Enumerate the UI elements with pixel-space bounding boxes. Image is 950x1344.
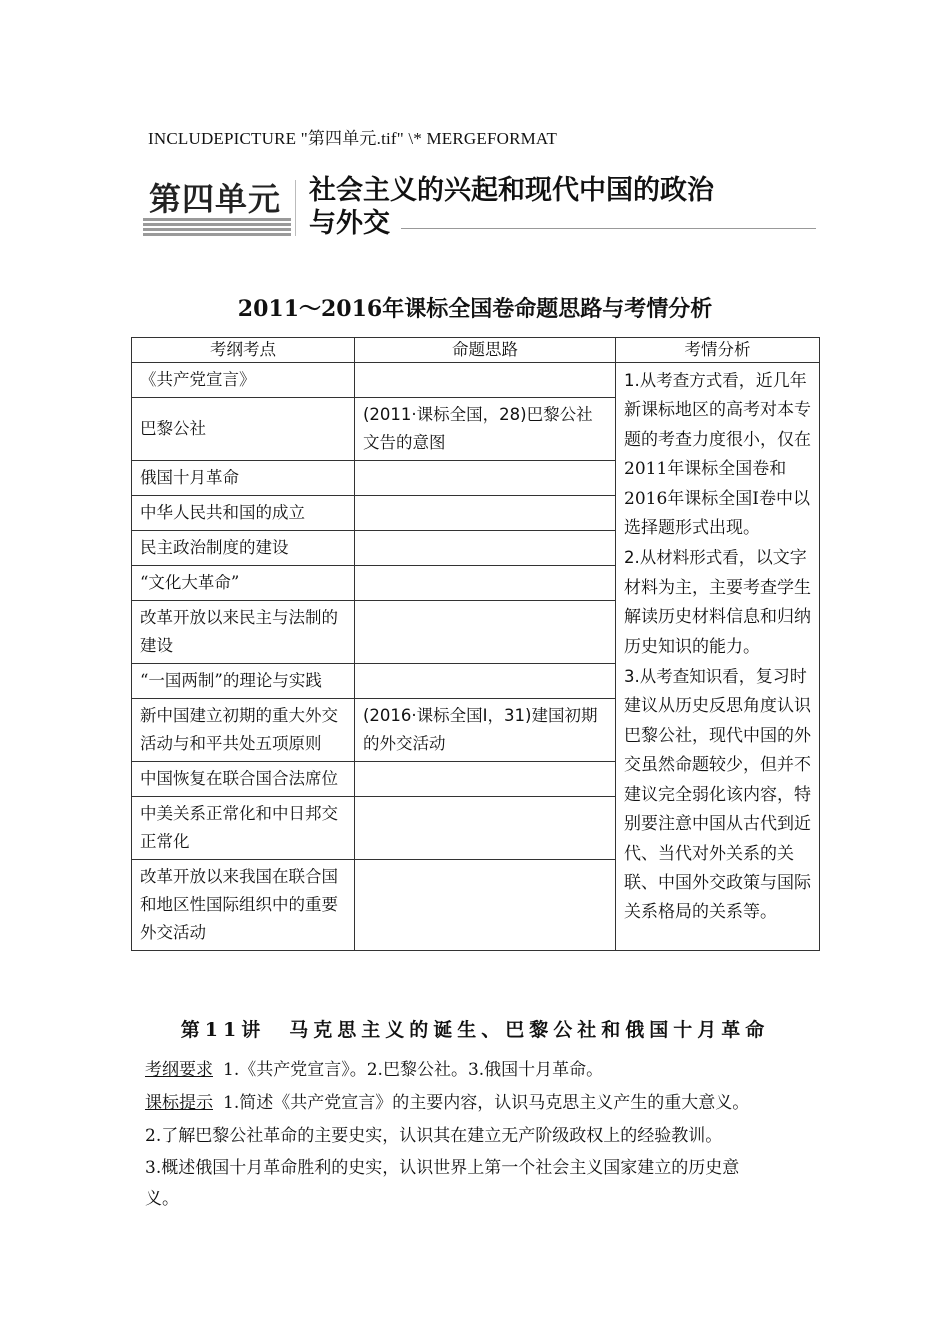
unit-title-rule bbox=[401, 228, 816, 229]
requirement-line-3: 3.概述俄国十月革命胜利的史实，认识世界上第一个社会主义国家建立的历史意 bbox=[145, 1158, 740, 1178]
exam-point: 民主政治制度的建设 bbox=[132, 531, 355, 566]
curriculum-hint bbox=[145, 1088, 749, 1113]
question-idea bbox=[355, 531, 616, 566]
question-idea: (2016·课标全国Ⅰ，31)建国初期的外交活动 bbox=[355, 699, 616, 762]
exam-point: “一国两制”的理论与实践 bbox=[132, 664, 355, 699]
analysis-text: ，近几年新课标地区的高考对本专题的考查力度很小，仅在2011年课标全国卷和2016年课标全国Ⅰ卷中以选择题形式出现。 bbox=[624, 371, 811, 539]
analysis-item bbox=[624, 366, 811, 543]
exam-point: 《共产党宣言》 bbox=[132, 363, 355, 398]
requirement-line-2: 2.了解巴黎公社革命的主要史实，认识其在建立无产阶级政权上的经验教训。 bbox=[145, 1126, 723, 1146]
lecture-title: 第11讲 马克思主义的诞生、巴黎公社和俄国十月革命 bbox=[180, 1019, 770, 1041]
table-header-row bbox=[132, 338, 820, 363]
exam-point: 新中国建立初期的重大外交活动与和平共处五项原则 bbox=[132, 699, 355, 762]
field-code-text: INCLUDEPICTURE "第四单元.tif" \* MERGEFORMAT bbox=[148, 129, 558, 148]
unit-title-line1: 社会主义的兴起和现代中国的政治 bbox=[309, 175, 714, 206]
unit-decorative-bar bbox=[143, 218, 291, 236]
analysis-item bbox=[624, 543, 811, 662]
analysis-heading: 1.从考查方式看 bbox=[624, 371, 739, 390]
exam-overview-table bbox=[131, 337, 820, 951]
header-analysis: 考情分析 bbox=[616, 338, 820, 363]
analysis-title: 2011～2016年课标全国卷命题思路与考情分析 bbox=[237, 296, 713, 322]
unit-label: 第四单元 bbox=[149, 180, 282, 218]
exam-point: 俄国十月革命 bbox=[132, 461, 355, 496]
analysis-heading: 3.从考查知识看 bbox=[624, 667, 739, 687]
analysis-text: ，复习时建议从历史反思角度认识巴黎公社，现代中国的外交虽然命题较少，但并不建议完全弱化该内容，特别要注意中国从古代到近代、当代对外关系的关联、中国外交政策与国际关系格局的关系等。 bbox=[624, 667, 811, 923]
exam-point: “文化大革命” bbox=[132, 566, 355, 601]
analysis-cell bbox=[616, 363, 820, 951]
analysis-heading: 2.从材料形式看 bbox=[624, 548, 739, 568]
question-idea bbox=[355, 797, 616, 860]
question-idea bbox=[355, 664, 616, 699]
unit-divider bbox=[295, 180, 296, 236]
outline-text: 1.《共产党宣言》。2.巴黎公社。3.俄国十月革命。 bbox=[223, 1060, 604, 1080]
unit-title-line2: 与外交 bbox=[309, 208, 390, 239]
exam-point: 中美关系正常化和中日邦交正常化 bbox=[132, 797, 355, 860]
outline-label: 考纲要求 bbox=[145, 1060, 213, 1080]
question-idea bbox=[355, 461, 616, 496]
table-row bbox=[132, 363, 820, 398]
unit-banner bbox=[143, 172, 823, 242]
analysis-item bbox=[624, 662, 811, 928]
header-points: 考纲考点 bbox=[132, 338, 355, 363]
exam-point: 中华人民共和国的成立 bbox=[132, 496, 355, 531]
question-idea bbox=[355, 363, 616, 398]
question-idea bbox=[355, 566, 616, 601]
outline-requirement bbox=[145, 1055, 603, 1080]
exam-point: 巴黎公社 bbox=[132, 398, 355, 461]
unit-title bbox=[309, 174, 809, 240]
exam-point: 中国恢复在联合国合法席位 bbox=[132, 762, 355, 797]
header-ideas: 命题思路 bbox=[355, 338, 616, 363]
question-idea: (2011·课标全国，28)巴黎公社文告的意图 bbox=[355, 398, 616, 461]
analysis-text: ，以文字材料为主，主要考查学生解读历史材料信息和归纳历史知识的能力。 bbox=[624, 548, 811, 657]
hint-text: 1.简述《共产党宣言》的主要内容，认识马克思主义产生的重大意义。 bbox=[223, 1093, 750, 1113]
requirement-line-3-cont: 义。 bbox=[145, 1189, 179, 1209]
question-idea bbox=[355, 496, 616, 531]
question-idea bbox=[355, 601, 616, 664]
exam-point: 改革开放以来我国在联合国和地区性国际组织中的重要外交活动 bbox=[132, 860, 355, 951]
hint-label: 课标提示 bbox=[145, 1093, 213, 1113]
question-idea bbox=[355, 860, 616, 951]
exam-point: 改革开放以来民主与法制的建设 bbox=[132, 601, 355, 664]
question-idea bbox=[355, 762, 616, 797]
